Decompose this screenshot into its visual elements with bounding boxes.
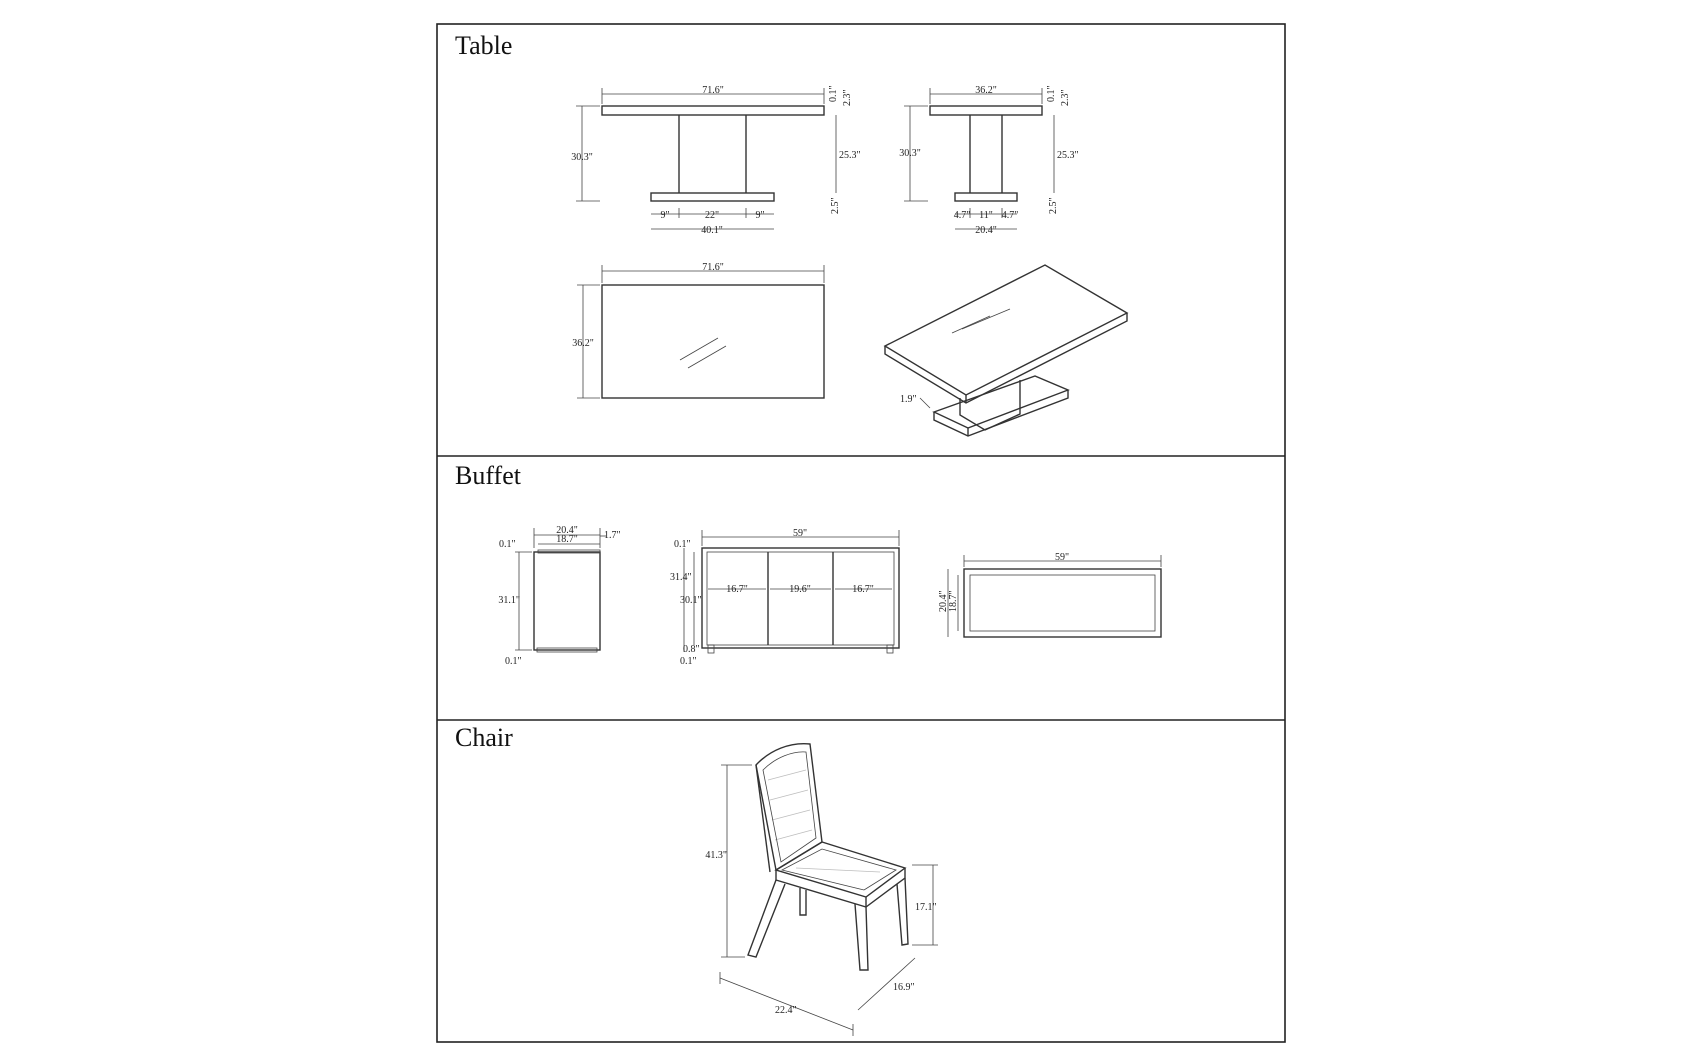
- dim-label: 17.1": [915, 902, 937, 913]
- dim-label: 71.6": [702, 262, 724, 273]
- buffet-plan-view: [938, 552, 1161, 637]
- buffet-title: Buffet: [455, 461, 521, 490]
- dim-label: 2.5": [830, 197, 841, 214]
- dim-label: 30.3": [571, 152, 593, 163]
- dim-label: 18.7": [556, 534, 578, 545]
- dim-label: 25.3": [1057, 150, 1079, 161]
- dim-label: 4.7": [1001, 210, 1019, 221]
- dim-label: 0.8": [683, 644, 700, 655]
- dim-label: 9": [755, 210, 765, 221]
- dim-label: 0.1": [674, 539, 691, 550]
- dim-label: 22": [704, 210, 720, 221]
- dim-label: 2.3": [1060, 89, 1071, 106]
- dim-label: 19.6": [789, 584, 811, 595]
- buffet-side-view: [498, 525, 620, 667]
- dim-label: 18.7": [948, 590, 959, 612]
- dim-label: 2.3": [842, 89, 853, 106]
- dim-label: 16.7": [852, 584, 874, 595]
- dim-label: 11": [979, 210, 993, 221]
- dim-label: 31.4": [670, 572, 692, 583]
- dim-label: 0.1": [505, 656, 522, 667]
- dim-label: 9": [660, 210, 670, 221]
- table-iso-view: [885, 265, 1127, 436]
- chair-iso-view: [705, 744, 938, 1036]
- table-title: Table: [455, 31, 513, 60]
- dim-label: 20.4": [556, 525, 578, 536]
- table-section: [455, 31, 1127, 436]
- dim-label: 0.1": [499, 539, 516, 550]
- dim-label: 40.1": [701, 225, 723, 236]
- dim-label: 16.7": [726, 584, 748, 595]
- dim-label: 41.3": [705, 850, 727, 861]
- dim-label: 0.1": [680, 656, 697, 667]
- table-front-view: [571, 85, 860, 236]
- dim-label: 2.5": [1048, 197, 1059, 214]
- dim-label: 16.9": [893, 982, 915, 993]
- dim-label: 22.4": [775, 1005, 797, 1016]
- dim-label: 59": [792, 528, 808, 539]
- dim-label: 20.4": [938, 590, 949, 612]
- chair-title: Chair: [455, 723, 513, 752]
- buffet-front-view: [670, 528, 899, 667]
- dim-label: 59": [1054, 552, 1070, 563]
- table-side-view: [899, 85, 1078, 236]
- dim-label: 20.4": [975, 225, 997, 236]
- dim-label: 4.7": [953, 210, 971, 221]
- dim-label: 30.1": [680, 595, 702, 606]
- dim-label: 1.7": [604, 530, 621, 541]
- dim-label: 1.9": [900, 394, 917, 405]
- chair-section: [455, 723, 938, 1036]
- dim-label: 25.3": [839, 150, 861, 161]
- dim-label: 36.2": [572, 338, 594, 349]
- dim-label: 0.1": [828, 85, 839, 102]
- table-plan-view: [572, 262, 824, 398]
- dim-label: 36.2": [975, 85, 997, 96]
- dim-label: 71.6": [702, 85, 724, 96]
- dim-label: 0.1": [1046, 85, 1057, 102]
- buffet-section: [455, 461, 1161, 667]
- dim-label: 30.3": [899, 148, 921, 159]
- dim-label: 31.1": [498, 595, 520, 606]
